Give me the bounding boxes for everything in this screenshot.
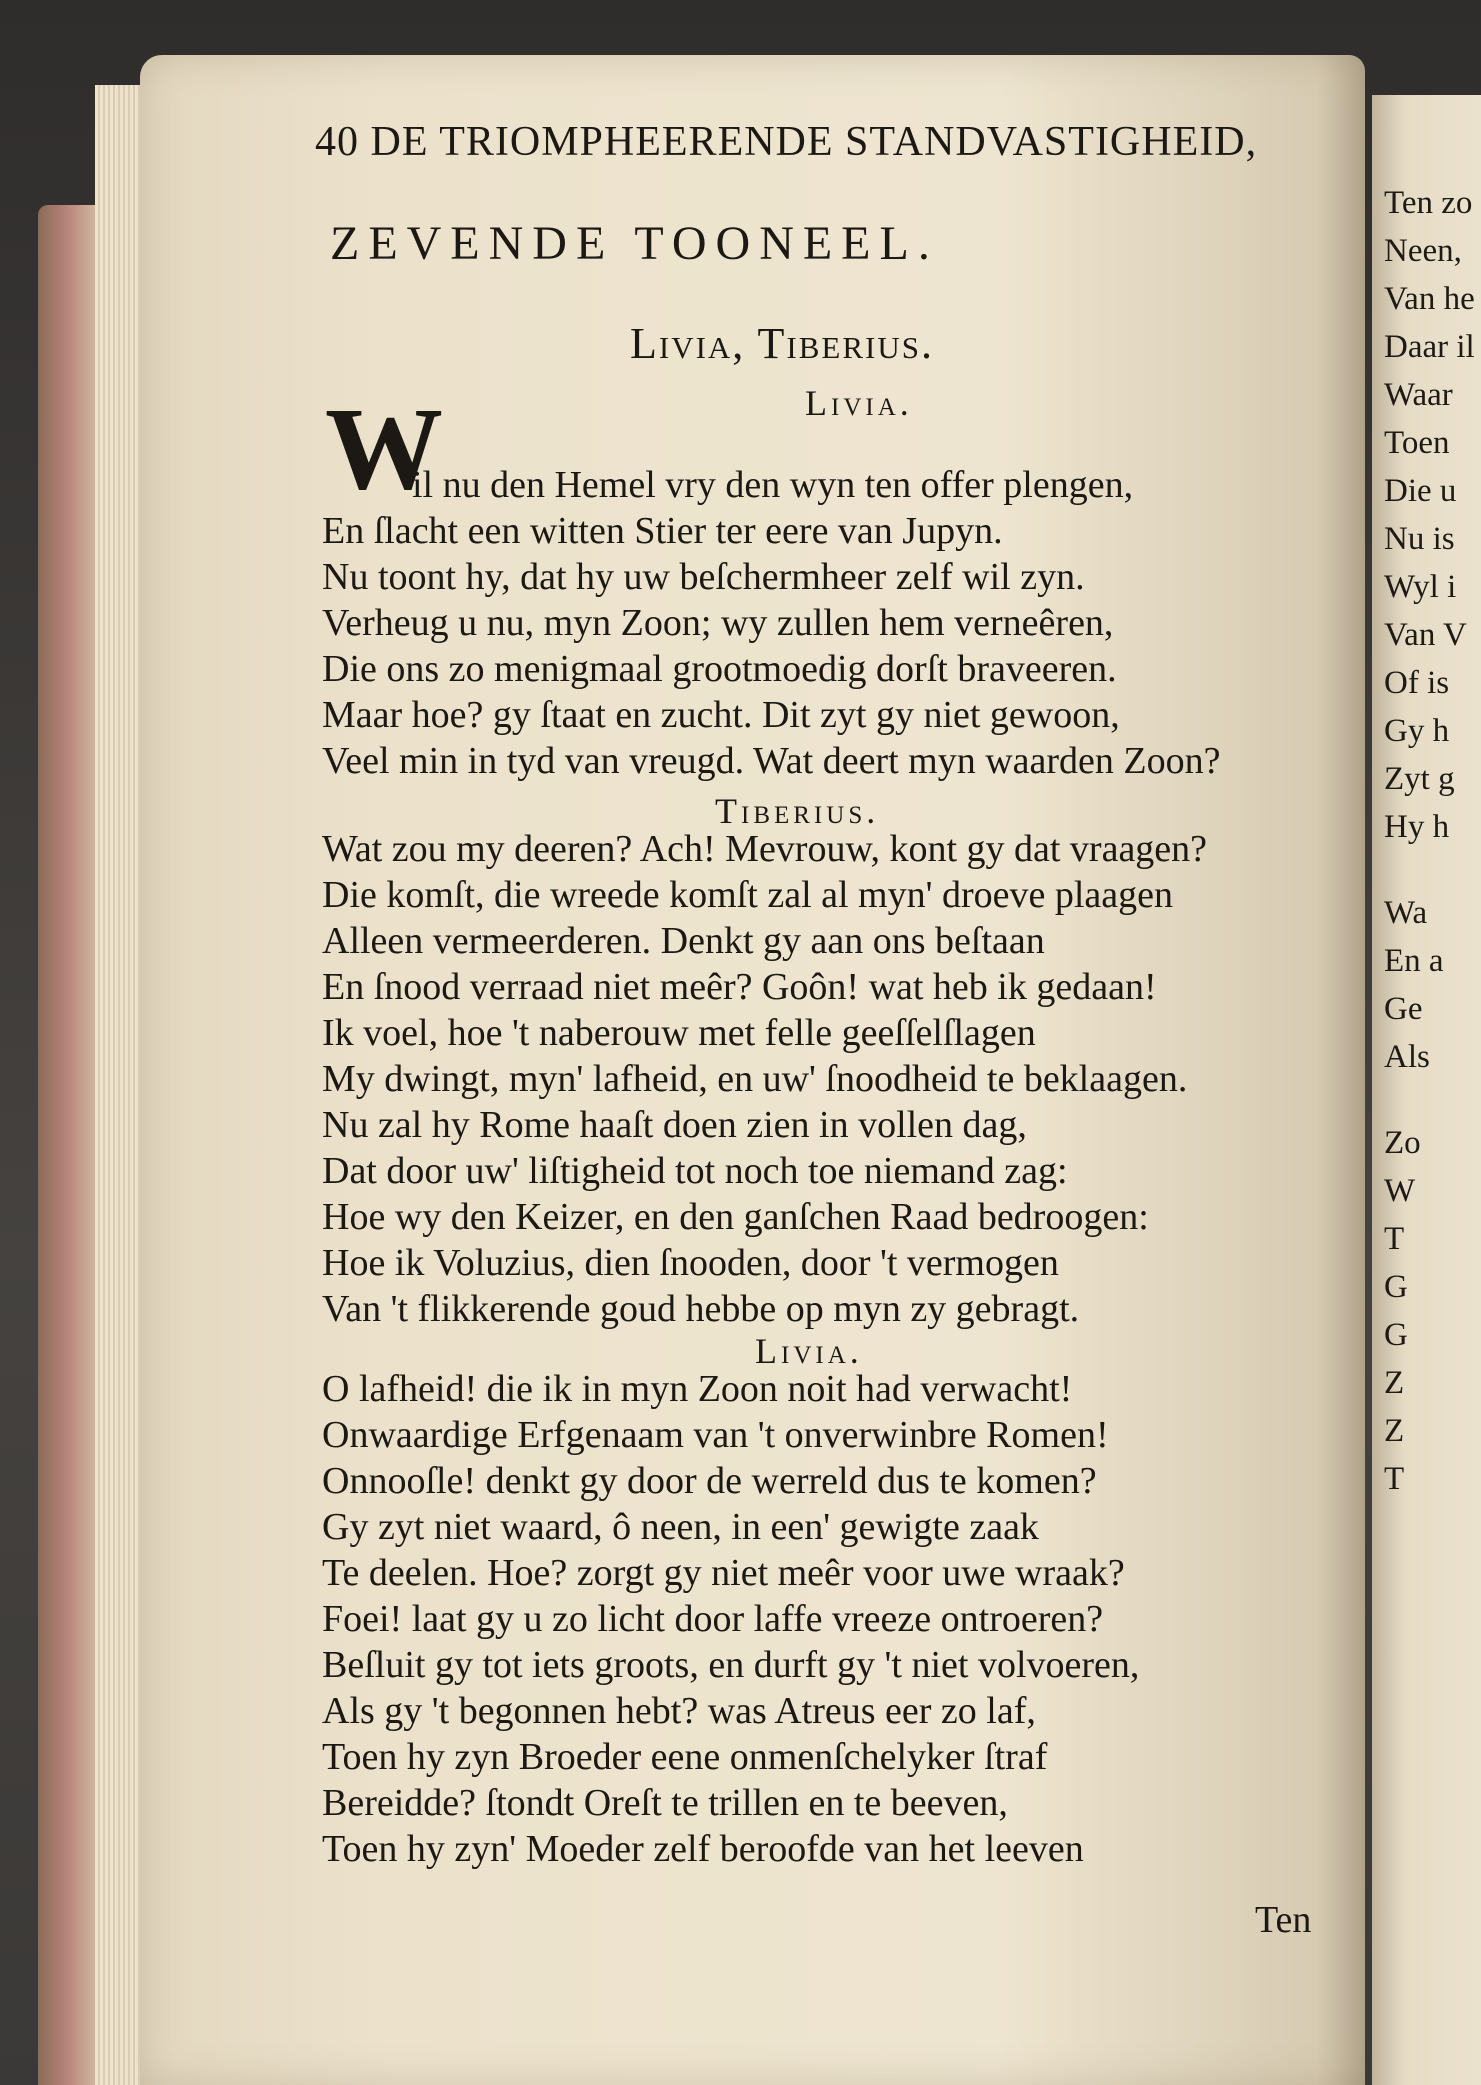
verse-line: Als gy 't begonnen hebt? was Atreus eer zo laf,: [322, 1690, 1036, 1732]
catchword: Ten: [1255, 1899, 1312, 1941]
verse-line: Foei! laat gy u zo licht door laffe vreeze ontroeren?: [322, 1598, 1104, 1640]
facing-line: T: [1384, 1221, 1405, 1257]
page-number: 40: [315, 119, 359, 165]
facing-line: Nu is: [1384, 521, 1455, 557]
facing-line: Van he: [1384, 281, 1475, 317]
verse-line: Onnooſle! denkt gy door de werreld dus te komen?: [322, 1460, 1097, 1502]
facing-line: Zyt g: [1384, 761, 1455, 797]
facing-line: Z: [1384, 1365, 1405, 1401]
verse-line: En ſnood verraad niet meêr? Goôn! wat heb ik gedaan!: [322, 966, 1157, 1008]
facing-line: Neen,: [1384, 233, 1462, 269]
facing-page: [1372, 95, 1481, 2085]
verse-line: Verheug u nu, myn Zoon; wy zullen hem verneêren,: [322, 602, 1114, 644]
facing-line: En a: [1384, 943, 1444, 979]
verse-line: Hoe ik Voluzius, dien ſnooden, door 't vermogen: [322, 1242, 1059, 1284]
facing-line: Z: [1384, 1413, 1405, 1449]
verse-line: Toen hy zyn' Moeder zelf beroofde van het leeven: [322, 1828, 1084, 1870]
verse-line: O lafheid! die ik in myn Zoon noit had verwacht!: [322, 1368, 1073, 1410]
running-head: [315, 118, 1315, 166]
verse-line: My dwingt, myn' lafheid, en uw' ſnoodheid te beklaagen.: [322, 1058, 1188, 1100]
scene-title: ZEVENDE TOONEEL.: [330, 217, 939, 270]
verse-line: Ik voel, hoe 't naberouw met felle geeſſelſlagen: [322, 1012, 1036, 1054]
scene-speakers: Livia, Tiberius.: [630, 319, 934, 368]
facing-line: T: [1384, 1461, 1405, 1497]
facing-line: Of is: [1384, 665, 1450, 701]
facing-line: Hy h: [1384, 809, 1450, 845]
speaker-heading: Tiberius.: [715, 791, 880, 831]
verse-line: Beſluit gy tot iets groots, en durft gy 't niet volvoeren,: [322, 1644, 1140, 1686]
facing-line: G: [1384, 1269, 1408, 1305]
facing-line: Zo: [1384, 1125, 1421, 1161]
verse-line: Dat door uw' liſtigheid tot noch toe niemand zag:: [322, 1150, 1068, 1192]
verse-line: Onwaardige Erfgenaam van 't onverwinbre Romen!: [322, 1414, 1109, 1456]
verse-line: Maar hoe? gy ſtaat en zucht. Dit zyt gy niet gewoon,: [322, 694, 1120, 736]
verse-line: il nu den Hemel vry den wyn ten offer plengen,: [412, 464, 1134, 506]
facing-line: Gy h: [1384, 713, 1450, 749]
verse-line: Nu toont hy, dat hy uw beſchermheer zelf wil zyn.: [322, 556, 1085, 598]
facing-line: Ten zo: [1384, 185, 1473, 221]
verse-line: Die komſt, die wreede komſt zal al myn' droeve plaagen: [322, 874, 1173, 916]
facing-line: Toen: [1384, 425, 1450, 461]
facing-line: Waar: [1384, 377, 1453, 413]
verse-line: Nu zal hy Rome haaſt doen zien in vollen dag,: [322, 1104, 1027, 1146]
drop-cap: W: [325, 383, 443, 514]
facing-line: Wyl i: [1384, 569, 1457, 605]
facing-line: G: [1384, 1317, 1408, 1353]
facing-line: Van V: [1384, 617, 1467, 653]
verse-line: Bereidde? ſtondt Oreſt te trillen en te beeven,: [322, 1782, 1008, 1824]
verse-line: Wat zou my deeren? Ach! Mevrouw, kont gy dat vraagen?: [322, 828, 1208, 870]
facing-line: Daar il: [1384, 329, 1475, 365]
verse-line: Die ons zo menigmaal grootmoedig dorſt braveeren.: [322, 648, 1117, 690]
speaker-heading: Livia.: [805, 383, 913, 423]
facing-line: W: [1384, 1173, 1416, 1209]
speaker-heading: Livia.: [755, 1331, 863, 1371]
verse-line: Van 't flikkerende goud hebbe op myn zy gebragt.: [322, 1288, 1080, 1330]
verse-line: Gy zyt niet waard, ô neen, in een' gewigte zaak: [322, 1506, 1039, 1548]
facing-line: Wa: [1384, 895, 1428, 931]
running-head-title: DE TRIOMPHEERENDE STANDVASTIGHEID,: [370, 119, 1258, 165]
facing-line: Ge: [1384, 991, 1423, 1027]
verse-line: En ſlacht een witten Stier ter eere van Jupyn.: [322, 510, 1003, 552]
facing-line: Die u: [1384, 473, 1457, 509]
facing-line: Als: [1384, 1039, 1430, 1075]
verse-line: Toen hy zyn Broeder eene onmenſchelyker ſtraf: [322, 1736, 1048, 1778]
verse-line: Hoe wy den Keizer, en den ganſchen Raad bedroogen:: [322, 1196, 1149, 1238]
verse-line: Te deelen. Hoe? zorgt gy niet meêr voor uwe wraak?: [322, 1552, 1125, 1594]
verse-line: Veel min in tyd van vreugd. Wat deert myn waarden Zoon?: [322, 740, 1221, 782]
verse-line: Alleen vermeerderen. Denkt gy aan ons beſtaan: [322, 920, 1045, 962]
